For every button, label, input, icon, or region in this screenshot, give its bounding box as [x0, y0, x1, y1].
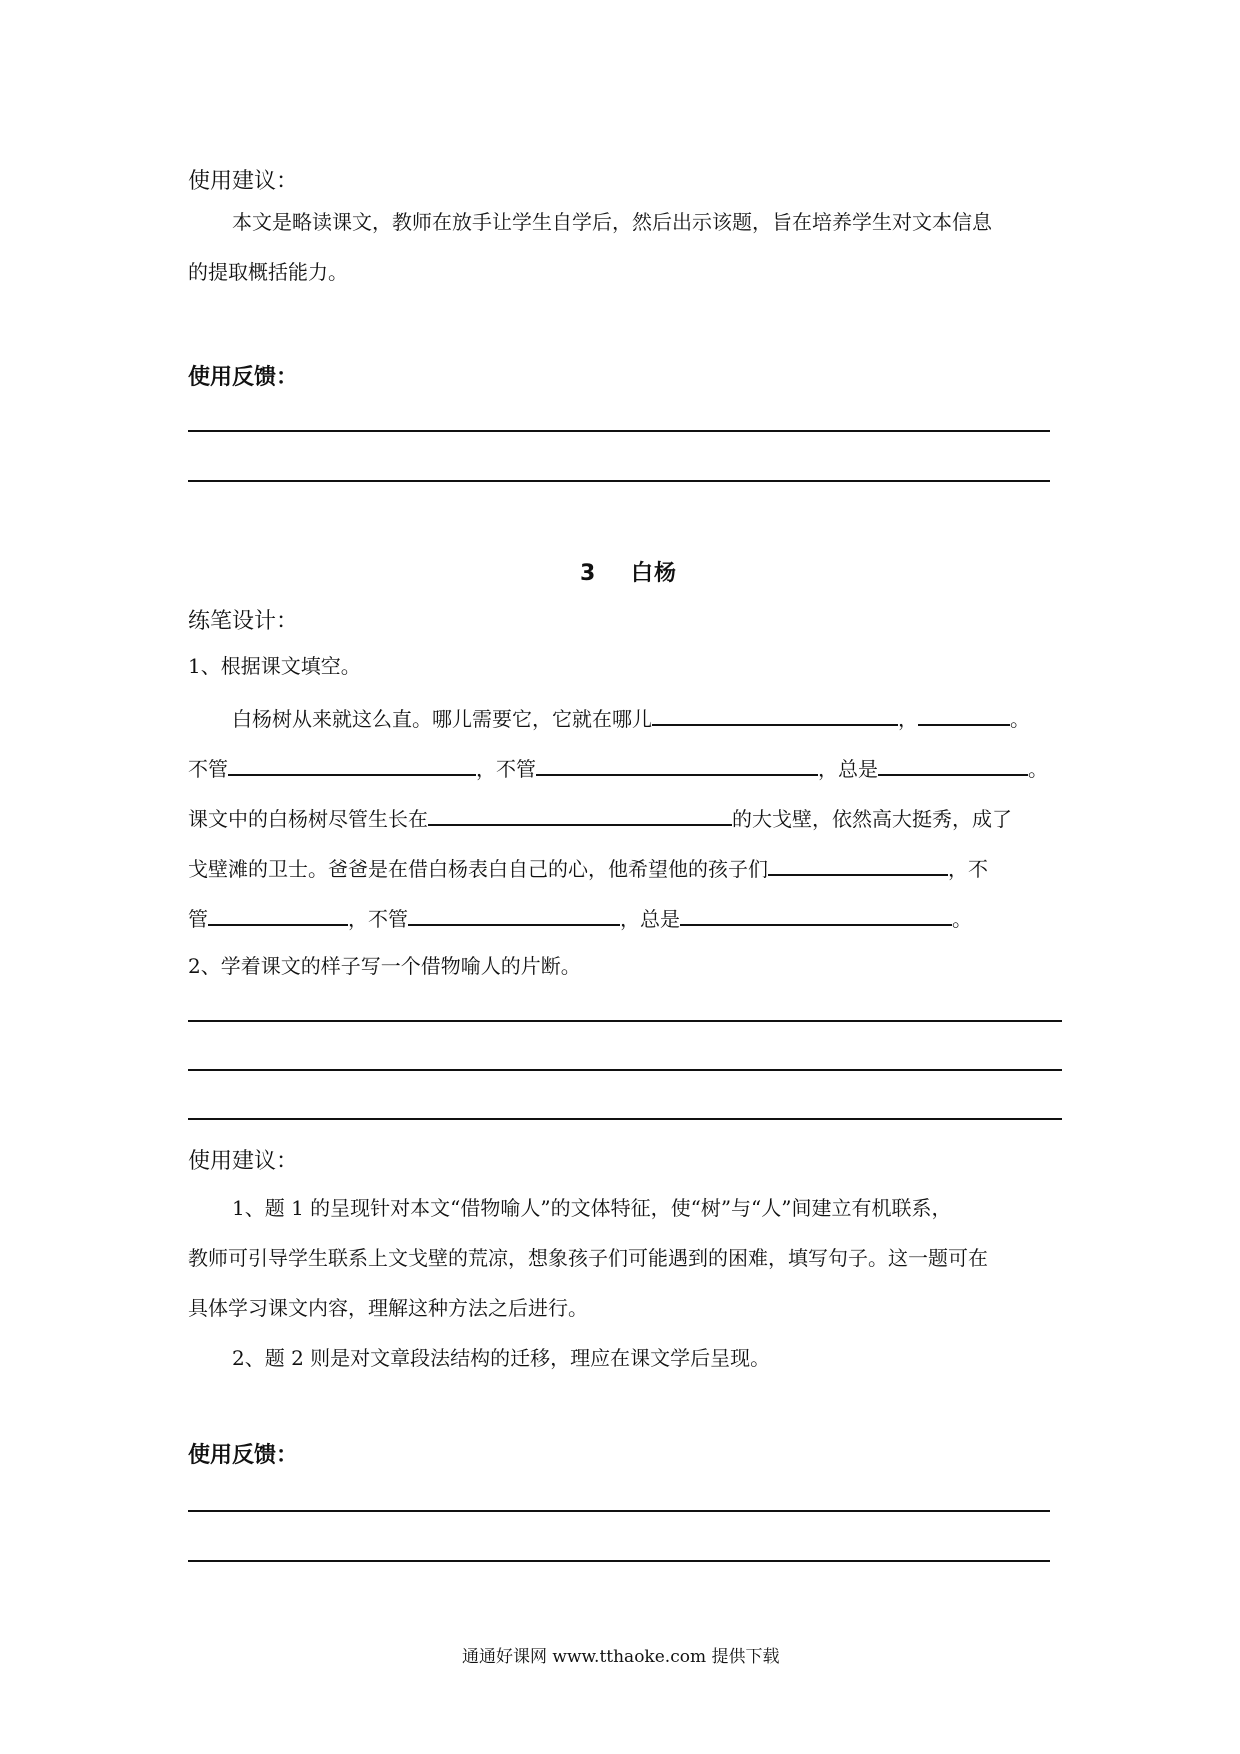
fill-blank[interactable]	[228, 752, 476, 776]
feedback-line[interactable]	[188, 1560, 1050, 1562]
fill-text: 管	[188, 907, 208, 931]
fill-blank[interactable]	[208, 902, 348, 926]
fill-blank[interactable]	[918, 702, 1010, 726]
fill-text: 课文中的白杨树尽管生长在	[188, 807, 428, 831]
fill-text: 。	[952, 907, 972, 931]
design-heading: 练笔设计：	[188, 609, 299, 634]
feedback-line[interactable]	[188, 1510, 1050, 1512]
fill-text: ，总是	[620, 907, 680, 931]
fill-text: ，不	[948, 857, 988, 881]
fill-blank[interactable]	[652, 702, 898, 726]
fill-text: 。	[1010, 707, 1030, 731]
fill-line-2	[188, 752, 1048, 783]
footer-text: 通通好课网 www.tthaoke.com 提供下载	[462, 1647, 780, 1667]
fill-line-4	[188, 852, 988, 883]
feedback-heading: 使用反馈：	[188, 365, 299, 390]
lesson-title	[580, 556, 677, 587]
lesson-name: 白杨	[630, 561, 677, 586]
advice-heading: 使用建议：	[188, 1149, 299, 1174]
fill-blank[interactable]	[680, 902, 952, 926]
fill-text: 戈壁滩的卫士。爸爸是在借白杨表白自己的心，他希望他的孩子们	[188, 857, 768, 881]
feedback-line[interactable]	[188, 480, 1050, 482]
writing-line[interactable]	[188, 1069, 1062, 1071]
fill-text: 的大戈壁，依然高大挺秀，成了	[732, 807, 1012, 831]
fill-line-1	[232, 702, 1030, 733]
question-2-label: 2、学着课文的样子写一个借物喻人的片断。	[188, 954, 581, 978]
advice-line: 具体学习课文内容，理解这种方法之后进行。	[188, 1296, 588, 1320]
fill-text: ，不管	[348, 907, 408, 931]
fill-line-3	[188, 802, 1012, 833]
lesson-number: 3	[580, 561, 597, 586]
advice-line: 1、题 1 的呈现针对本文“借物喻人”的文体特征，使“树”与“人”间建立有机联系，	[232, 1196, 952, 1220]
advice-line: 的提取概括能力。	[188, 260, 348, 284]
fill-text: 。	[1028, 757, 1048, 781]
fill-text: ，不管	[476, 757, 536, 781]
fill-text: ，总是	[818, 757, 878, 781]
feedback-heading: 使用反馈：	[188, 1443, 299, 1468]
writing-line[interactable]	[188, 1118, 1062, 1120]
fill-blank[interactable]	[428, 802, 732, 826]
fill-blank[interactable]	[408, 902, 620, 926]
writing-line[interactable]	[188, 1020, 1062, 1022]
fill-blank[interactable]	[878, 752, 1028, 776]
fill-line-5	[188, 902, 972, 933]
fill-text: 不管	[188, 757, 228, 781]
advice-line: 教师可引导学生联系上文戈壁的荒凉，想象孩子们可能遇到的困难，填写句子。这一题可在	[188, 1246, 988, 1270]
fill-blank[interactable]	[768, 852, 948, 876]
fill-blank[interactable]	[536, 752, 818, 776]
advice-heading: 使用建议：	[188, 169, 299, 194]
fill-text: 白杨树从来就这么直。哪儿需要它，它就在哪儿	[232, 707, 652, 731]
feedback-line[interactable]	[188, 430, 1050, 432]
fill-text: ，	[898, 707, 918, 731]
advice-line: 本文是略读课文，教师在放手让学生自学后，然后出示该题，旨在培养学生对文本信息	[232, 210, 992, 234]
question-1-label: 1、根据课文填空。	[188, 654, 361, 678]
advice-line: 2、题 2 则是对文章段法结构的迁移，理应在课文学后呈现。	[232, 1346, 771, 1370]
